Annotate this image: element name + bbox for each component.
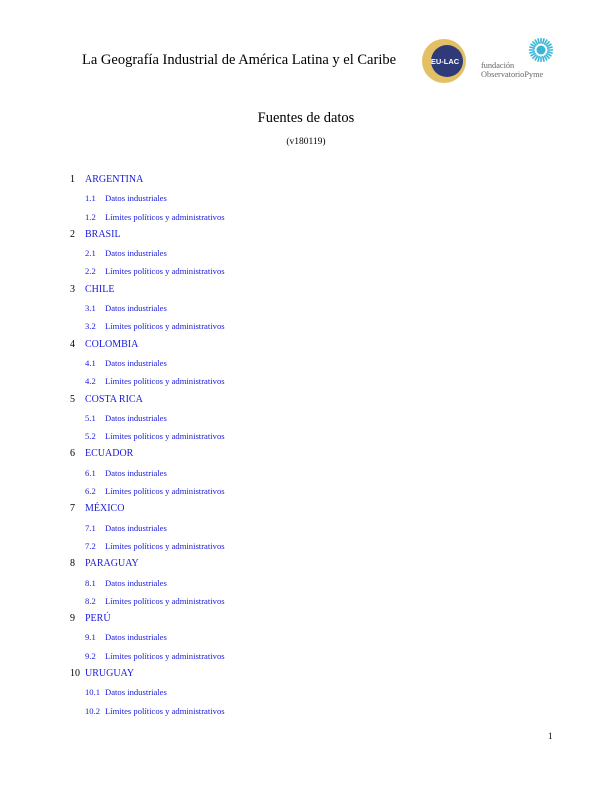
toc-section[interactable] bbox=[70, 557, 370, 575]
toc-section[interactable] bbox=[70, 447, 370, 465]
toc-subsection-label: Datos industriales bbox=[105, 687, 167, 698]
toc-section[interactable] bbox=[70, 393, 370, 411]
toc-section-number: 4 bbox=[70, 338, 75, 350]
toc-subsection-number: 7.2 bbox=[85, 540, 96, 551]
toc-subsection-link[interactable] bbox=[70, 685, 370, 703]
toc-subsection-number: 10.1 bbox=[85, 687, 101, 698]
toc-subsection-number: 5.1 bbox=[85, 412, 96, 423]
toc-subsection-number: 5.2 bbox=[85, 431, 96, 442]
svg-text:EU-LAC: EU-LAC bbox=[430, 57, 460, 66]
toc-subsection-number: 3.2 bbox=[85, 321, 96, 332]
toc-subsection-link[interactable] bbox=[70, 484, 370, 502]
toc-subsection-number: 2.1 bbox=[85, 248, 96, 259]
toc-subsection-label: Datos industriales bbox=[105, 632, 167, 643]
toc-subsection-link[interactable] bbox=[70, 356, 370, 374]
toc-subsection-link[interactable] bbox=[70, 210, 370, 228]
toc-section-number: 8 bbox=[70, 558, 75, 570]
toc-subsection-link[interactable] bbox=[70, 539, 370, 557]
document-title: Fuentes de datos bbox=[257, 110, 355, 126]
toc-subsection-label: Datos industriales bbox=[105, 522, 167, 533]
toc-section[interactable] bbox=[70, 338, 370, 356]
toc-section-link[interactable]: MÉXICO bbox=[85, 503, 125, 515]
toc-section[interactable] bbox=[70, 228, 370, 246]
toc-section-number: 5 bbox=[70, 393, 75, 405]
toc-subsection-number: 2.2 bbox=[85, 266, 96, 277]
toc-section[interactable] bbox=[70, 173, 370, 191]
toc-subsection-number: 4.2 bbox=[85, 376, 96, 387]
toc-subsection-link[interactable] bbox=[70, 576, 370, 594]
toc-subsection-label: Límites políticos y administrativos bbox=[105, 321, 225, 332]
toc-subsection-link[interactable] bbox=[70, 374, 370, 392]
toc-subsection-number: 3.1 bbox=[85, 303, 96, 314]
fundacion-observatorio-pyme-logo bbox=[481, 36, 561, 86]
toc-subsection-label: Límites políticos y administrativos bbox=[105, 486, 225, 497]
toc-subsection-label: Límites políticos y administrativos bbox=[105, 431, 225, 442]
toc-section-link[interactable]: PERÚ bbox=[85, 613, 111, 625]
toc-section-number: 1 bbox=[70, 174, 75, 185]
toc-subsection-link[interactable] bbox=[70, 466, 370, 484]
toc-section[interactable] bbox=[70, 283, 370, 301]
toc-subsection-label: Datos industriales bbox=[105, 467, 167, 478]
toc-section[interactable] bbox=[70, 502, 370, 520]
eu-lac-logo bbox=[420, 37, 468, 85]
toc-section-link[interactable]: URUGUAY bbox=[85, 668, 135, 680]
toc-subsection-label: Límites políticos y administrativos bbox=[105, 211, 225, 222]
toc-subsection-link[interactable] bbox=[70, 264, 370, 282]
toc-section-number: 3 bbox=[70, 283, 75, 295]
toc-subsection-label: Límites políticos y administrativos bbox=[105, 650, 225, 661]
sunburst-icon bbox=[481, 36, 561, 62]
toc-subsection-link[interactable] bbox=[70, 191, 370, 209]
toc-section[interactable] bbox=[70, 667, 370, 685]
toc-section-link[interactable]: BRASIL bbox=[85, 228, 121, 240]
toc-subsection-link[interactable] bbox=[70, 246, 370, 264]
toc-subsection-label: Límites políticos y administrativos bbox=[105, 376, 225, 387]
toc-subsection-number: 10.2 bbox=[85, 705, 101, 716]
toc-subsection-label: Límites políticos y administrativos bbox=[105, 266, 225, 277]
toc-subsection-number: 7.1 bbox=[85, 522, 96, 533]
toc-subsection-link[interactable] bbox=[70, 429, 370, 447]
page-number: 1 bbox=[548, 731, 553, 741]
toc-subsection-number: 6.1 bbox=[85, 467, 96, 478]
toc-section-number: 10 bbox=[70, 668, 80, 680]
toc-subsection-link[interactable] bbox=[70, 594, 370, 612]
toc-subsection-label: Límites políticos y administrativos bbox=[105, 705, 225, 716]
toc-section-number: 2 bbox=[70, 228, 75, 240]
toc-section-number: 9 bbox=[70, 613, 75, 625]
toc-subsection-link[interactable] bbox=[70, 411, 370, 429]
toc-section-link[interactable]: CHILE bbox=[85, 283, 115, 295]
toc-subsection-number: 1.1 bbox=[85, 193, 96, 204]
toc-subsection-label: Datos industriales bbox=[105, 357, 167, 368]
toc-subsection-number: 4.1 bbox=[85, 357, 96, 368]
toc-section-link[interactable]: COLOMBIA bbox=[85, 338, 139, 350]
toc-subsection-number: 8.2 bbox=[85, 595, 96, 606]
toc-subsection-label: Datos industriales bbox=[105, 412, 167, 423]
toc-section-link[interactable]: ARGENTINA bbox=[85, 174, 144, 185]
toc-section-number: 7 bbox=[70, 503, 75, 515]
toc-subsection-label: Límites políticos y administrativos bbox=[105, 540, 225, 551]
toc-subsection-number: 6.2 bbox=[85, 486, 96, 497]
document-version: (v180119) bbox=[286, 137, 326, 147]
toc-subsection-number: 8.1 bbox=[85, 577, 96, 588]
toc-subsection-label: Datos industriales bbox=[105, 248, 167, 259]
toc-subsection-label: Datos industriales bbox=[105, 193, 167, 204]
toc-section-link[interactable]: PARAGUAY bbox=[85, 558, 139, 570]
toc-subsection-number: 9.1 bbox=[85, 632, 96, 643]
toc-section-number: 6 bbox=[70, 448, 75, 460]
toc-section-link[interactable]: COSTA RICA bbox=[85, 393, 143, 405]
toc-subsection-label: Datos industriales bbox=[105, 303, 167, 314]
toc-subsection-label: Datos industriales bbox=[105, 577, 167, 588]
toc-section-link[interactable]: ECUADOR bbox=[85, 448, 134, 460]
toc-subsection-link[interactable] bbox=[70, 630, 370, 648]
toc-subsection-number: 1.2 bbox=[85, 211, 96, 222]
logo-text-observatorio: ObservatorioPyme bbox=[481, 70, 544, 79]
toc-subsection-label: Límites políticos y administrativos bbox=[105, 595, 225, 606]
toc-subsection-link[interactable] bbox=[70, 521, 370, 539]
toc-subsection-link[interactable] bbox=[70, 319, 370, 337]
toc-subsection-number: 9.2 bbox=[85, 650, 96, 661]
toc-subsection-link[interactable] bbox=[70, 704, 370, 722]
toc-subsection-link[interactable] bbox=[70, 649, 370, 667]
header-title: La Geografía Industrial de América Latina y el Caribe bbox=[82, 52, 397, 68]
table-of-contents bbox=[70, 173, 370, 722]
toc-section[interactable] bbox=[70, 612, 370, 630]
toc-subsection-link[interactable] bbox=[70, 301, 370, 319]
logo-text-fundacion: fundación bbox=[481, 61, 515, 70]
